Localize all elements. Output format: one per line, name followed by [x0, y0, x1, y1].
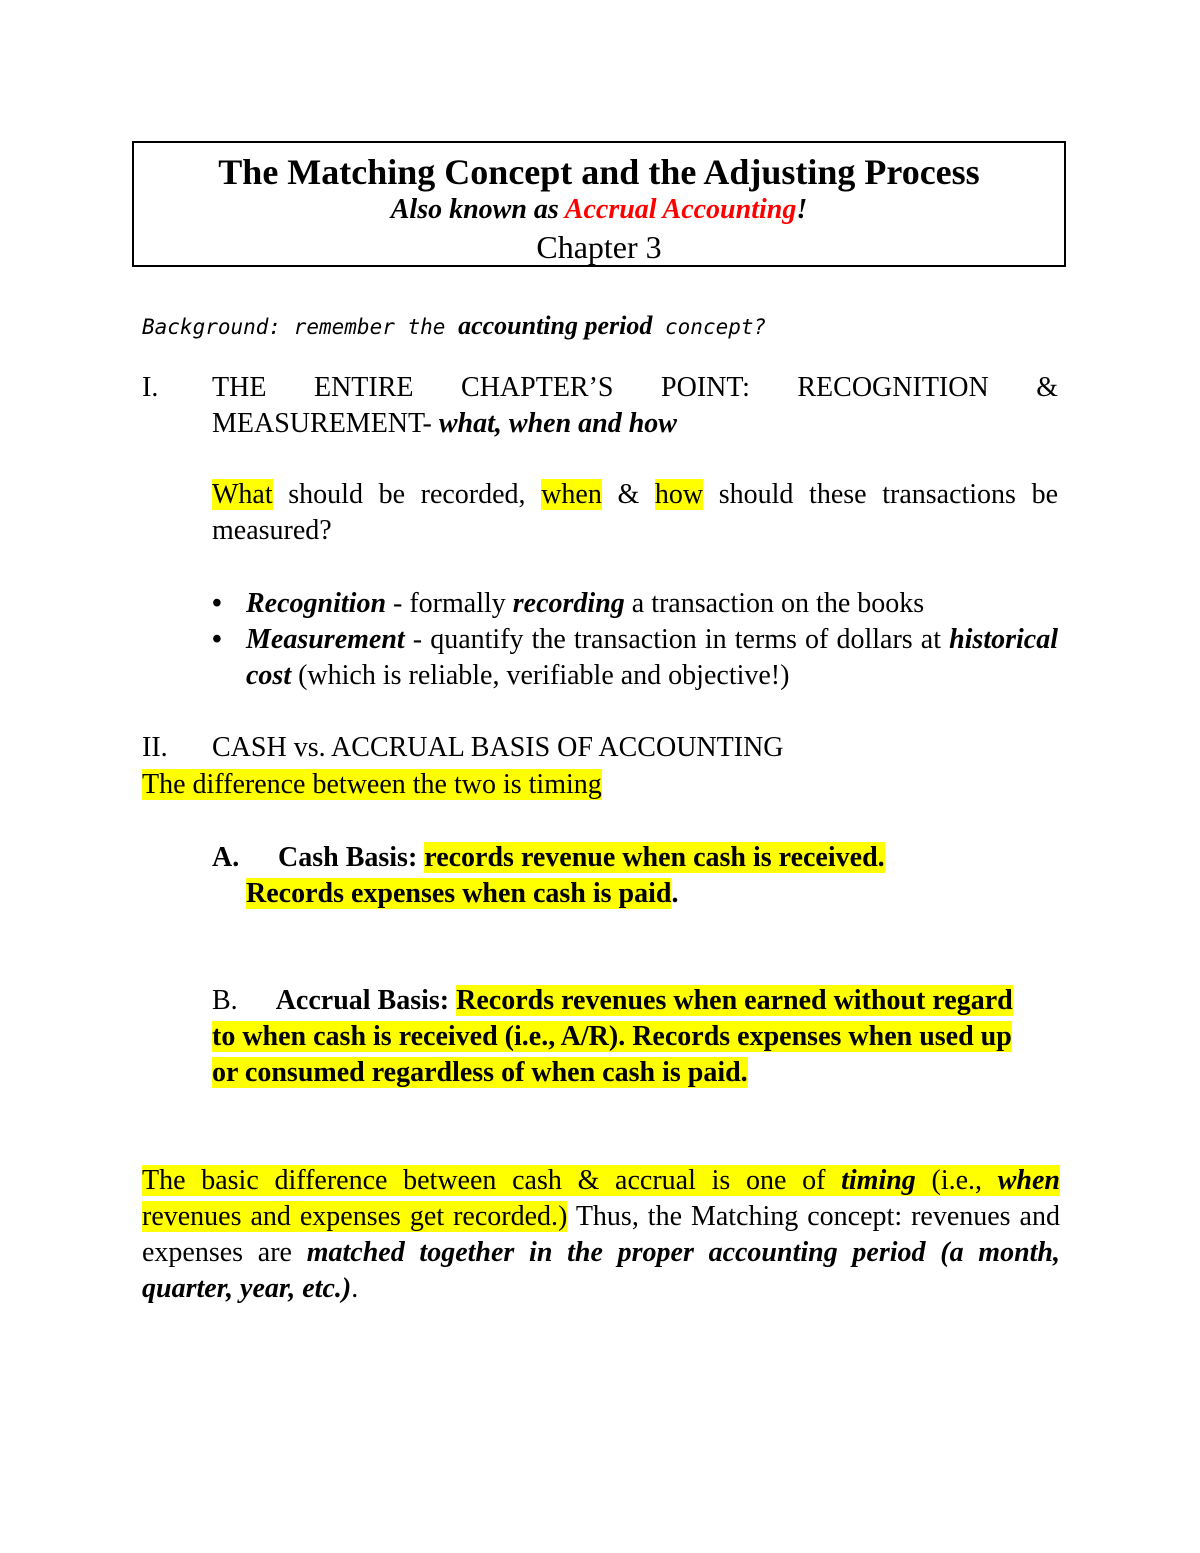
- section-1-question: [212, 477, 1058, 549]
- background-line: [142, 310, 1062, 343]
- accrual-basis-text: [212, 983, 1032, 1091]
- background-prefix: Background: remember the: [142, 315, 459, 339]
- heading-what-when-how: what, when and how: [438, 408, 677, 439]
- section-1-numeral: I.: [142, 372, 159, 403]
- section-2-subheading: [142, 767, 1060, 803]
- bullet-term: Measurement: [246, 624, 405, 655]
- bullet-recognition: [212, 586, 1058, 622]
- bullet-rest: (which is reliable, verifiable and objective!): [291, 660, 790, 691]
- title-box: [132, 141, 1066, 267]
- heading-measurement: MEASUREMENT-: [212, 408, 439, 439]
- closing-p1: The basic difference between cash & accrual is one of: [142, 1165, 842, 1196]
- q-amp: &: [601, 479, 655, 510]
- background-bold: accounting period: [458, 311, 653, 340]
- closing-when: when: [997, 1165, 1060, 1196]
- section-1-heading-line1: THE ENTIRE CHAPTER’S POINT: RECOGNITION &: [212, 372, 1058, 403]
- section-2-heading: CASH vs. ACCRUAL BASIS OF ACCOUNTING: [212, 732, 784, 763]
- bullet-em: historical cost: [246, 624, 1058, 691]
- closing-p3: revenues and expenses get recorded.): [142, 1201, 568, 1232]
- subheading-text: The difference between the two is timing: [142, 769, 602, 800]
- q-what: What: [212, 479, 273, 510]
- accrual-basis-term: Accrual Basis:: [275, 985, 457, 1016]
- q-mid: should be recorded,: [272, 479, 542, 510]
- accrual-basis-definition: Records revenues when earned without regard to when cash is received (i.e., A/R). Records expenses when used up or consumed regardless of when cash is paid.: [212, 985, 1013, 1088]
- q-when: when: [541, 479, 602, 510]
- subtitle-accrual-accounting: Accrual Accounting: [564, 194, 797, 225]
- document-subtitle: [134, 192, 1064, 228]
- bullet-icon: •: [212, 588, 222, 619]
- cash-basis-text1: records revenue when cash is received.: [424, 842, 885, 873]
- document-title: The Matching Concept and the Adjusting Process: [218, 152, 980, 192]
- bullet-term: Recognition: [246, 588, 387, 619]
- bullet-sep: - quantify the transaction in terms of dollars at: [404, 624, 950, 655]
- cash-basis-end: .: [671, 878, 679, 909]
- bullet-icon: •: [212, 624, 222, 655]
- closing-timing: timing: [841, 1165, 916, 1196]
- cash-basis-line1: [278, 840, 1058, 876]
- cash-basis-label: A.: [212, 842, 240, 873]
- background-suffix: concept?: [652, 315, 767, 339]
- subtitle-suffix: !: [796, 194, 808, 225]
- section-1-heading-line2: [212, 406, 1058, 442]
- q-rest: should these transactions be measured?: [212, 479, 1059, 546]
- cash-basis-line2: [246, 876, 1046, 912]
- section-2-numeral: II.: [142, 732, 168, 763]
- section-1-bullets: [212, 586, 1058, 694]
- q-how: how: [654, 479, 704, 510]
- bullet-sep: - formally: [386, 588, 513, 619]
- bullet-em: recording: [512, 588, 625, 619]
- chapter-label: Chapter 3: [536, 229, 662, 265]
- closing-paragraph: [142, 1163, 1060, 1307]
- closing-p2: (i.e.,: [915, 1165, 998, 1196]
- bullet-rest: a transaction on the books: [624, 588, 925, 619]
- cash-basis-term: Cash Basis:: [278, 842, 425, 873]
- subtitle-prefix: Also known as: [390, 194, 565, 225]
- bullet-measurement: [212, 622, 1058, 694]
- closing-emphasis: matched together in the proper accounting period (a month, quarter, year, etc.): [142, 1237, 1061, 1304]
- accrual-basis-label: B.: [212, 985, 238, 1016]
- closing-p4: Thus, the Matching concept: revenues and expenses are: [142, 1201, 1060, 1268]
- closing-end: .: [351, 1273, 359, 1304]
- cash-basis-text2: Records expenses when cash is paid: [246, 878, 672, 909]
